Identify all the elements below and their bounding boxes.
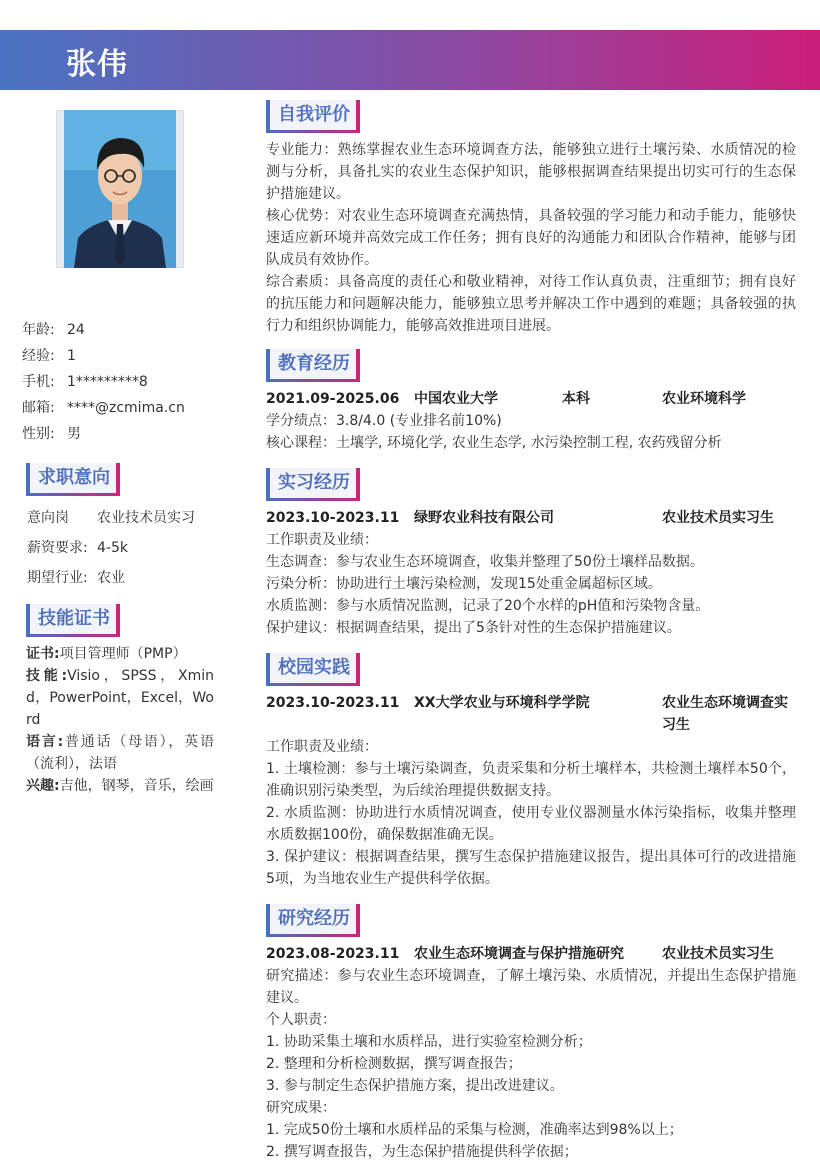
section-title-self-eval: 自我评价 [266,100,360,130]
profile-photo [56,110,184,268]
skill-certificate: 证书:项目管理师（PMP） [26,646,187,662]
avatar-portrait [56,110,184,268]
info-email: 邮箱: ****@zcmima.cn [22,400,185,416]
section-title-skills: 技能证书 [26,604,120,634]
campus-period: 2023.10-2023.11 [266,695,400,711]
section-title-education: 教育经历 [266,349,360,379]
section-title-intent: 求职意向 [26,463,120,493]
info-gender: 性别: 男 [22,426,81,442]
skill-tools: 技能:Visio，SPSS，Xmind，PowerPoint，Excel，Word [26,668,214,728]
internship-period: 2023.10-2023.11 [266,510,400,526]
research-header [266,943,796,965]
research-line: 2. 整理和分析检测数据，撰写调查报告； [266,1056,522,1072]
skill-interest: 兴趣:吉他，钢琴，音乐，绘画 [26,778,214,794]
internship-company: 绿野农业科技有限公司 [414,510,554,526]
research-line: 研究描述：参与农业生态环境调查，了解土壤污染、水质情况，并提出生态保护措施建议。 [266,968,796,1006]
campus-line: 1. 土壤检测：参与土壤污染调查，负责采集和分析土壤样本，共检测土壤样本50个，准确识别污染类型，为后续治理提供数据支持。 [266,761,796,799]
education-line: 学分绩点：3.8/4.0 (专业排名前10%) [266,413,502,429]
education [266,388,796,454]
job-intent [27,506,227,596]
info-phone: 手机: 1*********8 [22,374,148,390]
campus-org: XX大学农业与环境科学学院 [414,695,590,711]
self-eval-paragraph: 专业能力：熟练掌握农业生态环境调查方法，能够独立进行土壤污染、水质情况的检测与分析，具备扎实的农业生态保护知识，能够根据调查结果提出切实可行的生态保护措施建议。 [266,142,796,202]
info-age: 年龄: 24 [22,322,85,338]
skill-language: 语言:普通话（母语），英语（流利），法语 [26,734,214,772]
self-eval-paragraph: 综合素质：具备高度的责任心和敬业精神，对待工作认真负责，注重细节；拥有良好的抗压能力和问题解决能力，能够独立思考并解决工作中遇到的难题；具备较强的执行力和组织协调能力，能够高效推进项目进展。 [266,274,796,334]
section-title-campus: 校园实践 [266,653,360,683]
education-degree: 本科 [562,391,590,407]
section-title-research: 研究经历 [266,904,360,934]
research-line: 1. 完成50份土壤和水质样品的采集与检测，准确率达到98%以上； [266,1122,683,1138]
basic-info [22,317,232,447]
research-project: 农业生态环境调查与保护措施研究 [414,946,624,962]
header-banner [0,30,820,90]
internship [266,507,796,639]
research-line: 2. 撰写调查报告，为生态保护措施提供科学依据； [266,1144,578,1160]
campus-line: 2. 水质监测：协助进行水质情况调查，使用专业仪器测量水体污染指标，收集并整理水质数据100份，确保数据准确无误。 [266,805,796,843]
research [266,943,796,1163]
research-period: 2023.08-2023.11 [266,946,400,962]
internship-line: 污染分析：协助进行土壤污染检测，发现15处重金属超标区域。 [266,576,662,592]
internship-line: 水质监测：参与水质情况监测，记录了20个水样的pH值和污染物含量。 [266,598,710,614]
education-school: 中国农业大学 [414,391,498,407]
campus-practice [266,692,796,890]
internship-line: 保护建议：根据调查结果，提出了5条针对性的生态保护措施建议。 [266,620,681,636]
candidate-name: 张伟 [66,47,128,82]
intent-position: 意向岗 农业技术员实习 [27,510,195,526]
research-line: 研究成果： [266,1100,336,1116]
internship-role: 农业技术员实习生 [662,510,774,526]
research-role: 农业技术员实习生 [662,946,774,962]
research-line: 3. 参与制定生态保护措施方案，提出改进建议。 [266,1078,564,1094]
internship-line: 工作职责及业绩： [266,532,378,548]
campus-line: 工作职责及业绩： [266,739,378,755]
intent-industry: 期望行业: 农业 [27,570,125,586]
info-experience: 经验: 1 [22,348,76,364]
education-period: 2021.09-2025.06 [266,391,400,407]
skills-list [26,643,214,797]
self-eval-paragraph: 核心优势：对农业生态环境调查充满热情，具备较强的学习能力和动手能力，能够快速适应新环境并高效完成工作任务；拥有良好的沟通能力和团队合作精神，能够与团队成员有效协作。 [266,208,796,268]
internship-header [266,507,796,529]
campus-header [266,692,796,736]
research-line: 1. 协助采集土壤和水质样品，进行实验室检测分析； [266,1034,592,1050]
campus-line: 3. 保护建议：根据调查结果，撰写生态保护措施建议报告，提出具体可行的改进措施5项，为当地农业生产提供科学依据。 [266,849,796,887]
research-line: 个人职责： [266,1012,336,1028]
section-title-internship: 实习经历 [266,468,360,498]
internship-line: 生态调查：参与农业生态环境调查，收集并整理了50份土壤样品数据。 [266,554,704,570]
education-header [266,388,796,410]
education-major: 农业环境科学 [662,391,746,407]
campus-role: 农业生态环境调查实习生 [662,695,788,733]
self-eval [266,139,796,337]
education-line: 核心课程：土壤学, 环境化学, 农业生态学, 水污染控制工程, 农药残留分析 [266,435,722,451]
intent-salary: 薪资要求: 4-5k [27,540,128,556]
